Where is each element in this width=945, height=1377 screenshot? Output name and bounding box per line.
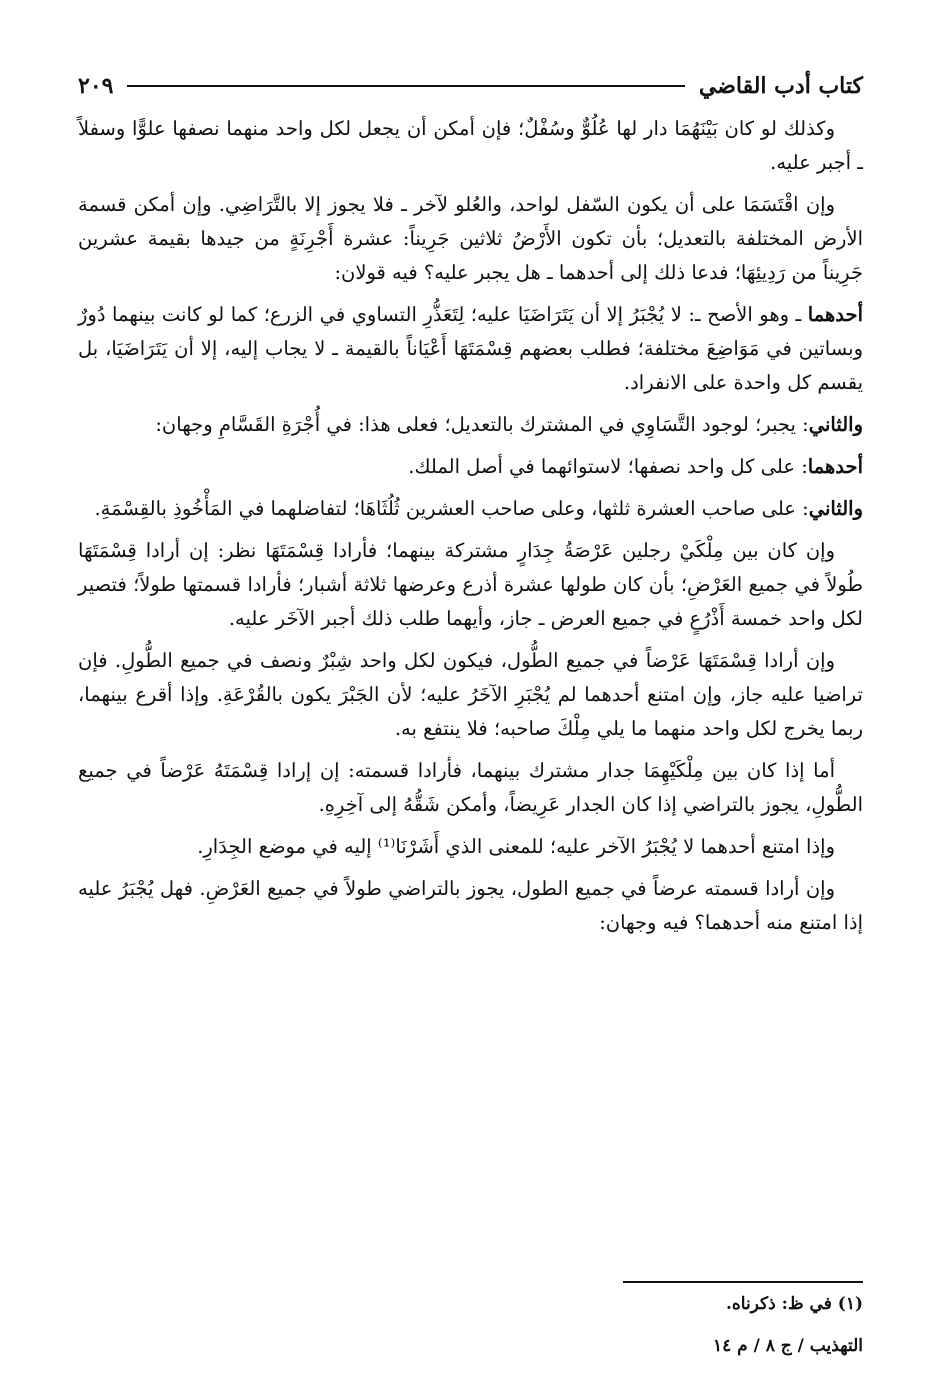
- paragraph-lead: أحدهما: [807, 303, 863, 326]
- paragraph: [78, 644, 863, 746]
- paragraph-lead: أحدهما: [807, 455, 863, 478]
- signature-mark: التهذيب / ج ٨ / م ١٤: [712, 1336, 863, 1356]
- page-body: [78, 112, 863, 948]
- page-number: ٢٠٩: [78, 73, 114, 99]
- paragraph: [78, 188, 863, 290]
- footnote-rule: [623, 1281, 863, 1283]
- paragraph-lead: والثاني: [808, 413, 863, 436]
- paragraph-text: وإن اقْتَسَمَا على أن يكون السّفل لواحد، والعُلو لآخر ـ فلا يجوز إلا بالتَّرَاضِي. وإن أمكن قسمة الأرض المختلفة بالتعديل؛ بأن تكون الأَرْضُ ثلاثين جَرِيناً: عشرة أَجْرِنَةٍ من جيدها بقيمة عشرين جَرِيناً من رَدِيئِهَا؛ فدعا ذلك إلى أحدهما ـ هل يجبر عليه؟ فيه قولان:: [78, 193, 863, 284]
- paragraph: [78, 872, 863, 940]
- paragraph: [78, 492, 863, 526]
- paragraph-text: وكذلك لو كان بَيْنَهُمَا دار لها عُلُوٌّ وسُفْلٌ؛ فإن أمكن أن يجعل لكل واحد منهما نصفها علوًّا وسفلاً ـ أجبر عليه.: [78, 117, 863, 174]
- paragraph-text: وإذا امتنع أحدهما لا يُجْبَرُ الآخر عليه؛ للمعنى الذي أَشَرْنَا⁽¹⁾ إليه في موضع الجِدَارِ.: [197, 835, 835, 858]
- paragraph-text: ـ وهو الأصح ـ: لا يُجْبَرُ إلا أن يَتَرَاضَيَا عليه؛ لِتَعَذُّرِ التساوي في الزرع؛ كما لو كانت بينهما دُورٌ وبساتين في مَوَاضِعَ مختلفة؛ فطلب بعضهم قِسْمَتَهَا أَعْيَاناً بالقيمة ـ لا يجاب إليه، إلا أن يَتَرَاضَيَا، بل يقسم كل واحدة على الانفراد.: [78, 303, 863, 394]
- page-header: [78, 66, 863, 106]
- paragraph: [78, 408, 863, 442]
- paragraph-text: وإن كان بين مِلْكَيْ رجلين عَرْصَةُ جِدَارٍ مشتركة بينهما؛ فأرادا قِسْمَتَهَا نظر: إن أرادا قِسْمَتَهَا طُولاً في جميع العَرْضِ؛ بأن كان طولها عشرة أذرع وعرضها ثلاثة أشبار؛ فأرادا قسمتها طولاً؛ فتصير لكل واحد خمسة أَذْرُعٍ في جميع العرض ـ جاز، وأيهما طلب ذلك أجبر الآخَر عليه.: [78, 539, 863, 630]
- paragraph-text: وإن أرادا قِسْمَتَهَا عَرْضاً في جميع الطُّول، فيكون لكل واحد شِبْرٌ ونصف في جميع الطُّولِ. فإن تراضيا عليه جاز، وإن امتنع أحدهما لم يُجْبَرِ الآخَرُ عليه؛ لأن الجَبْرَ يكون بالقُرْعَةِ. وإذا أقرع بينهما، ربما يخرج لكل واحد منهما ما يلي مِلْكَ صاحبه؛ فلا ينتفع به.: [78, 649, 863, 740]
- running-title: كتاب أدب القاضي: [698, 73, 863, 99]
- paragraph-text: أما إذا كان بين مِلْكَيْهِمَا جدار مشترك بينهما، فأرادا قسمته: إن إرادا قِسْمَتَهُ عَرْضاً في جميع الطُّولِ، يجوز بالتراضي إذا كان الجدار عَرِيضاً، وأمكن شَقُّهُ إلى آخِرِهِ.: [78, 759, 863, 816]
- paragraph: [78, 754, 863, 822]
- paragraph: [78, 830, 863, 864]
- paragraph-text: : يجبر؛ لوجود التَّسَاوِي في المشترك بالتعديل؛ فعلى هذا: في أُجْرَةِ القَسَّامِ وجهان:: [155, 413, 809, 436]
- header-rule: [127, 85, 684, 87]
- paragraph-lead: والثاني: [808, 497, 863, 520]
- paragraph: [78, 534, 863, 636]
- footnote: (١) في ظ: ذكرناه.: [725, 1294, 863, 1314]
- paragraph-text: : على كل واحد نصفها؛ لاستوائهما في أصل الملك.: [408, 455, 808, 478]
- paragraph: [78, 112, 863, 180]
- paragraph-text: وإن أرادا قسمته عرضاً في جميع الطول، يجوز بالتراضي طولاً في جميع العَرْضِ. فهل يُجْبَرُ عليه إذا امتنع منه أحدهما؟ فيه وجهان:: [78, 877, 863, 934]
- paragraph: [78, 298, 863, 400]
- paragraph-text: : على صاحب العشرة ثلثها، وعلى صاحب العشرين ثُلُثَاهَا؛ لتفاضلهما في المَأْخُوذِ بالقِسْمَةِ.: [94, 497, 809, 520]
- paragraph: [78, 450, 863, 484]
